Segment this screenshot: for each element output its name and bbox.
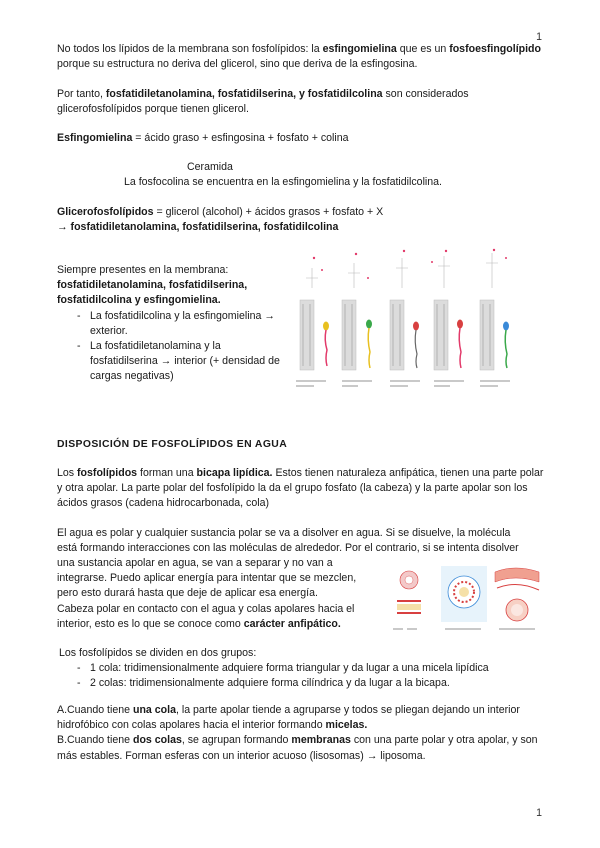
paragraph-agua-apolar: [57, 556, 377, 632]
list-item: - La fosfatidilcolina y la esfingomielina → exterior.: [57, 309, 289, 339]
list-item: - La fosfatidiletanolamina y la fosfatidilserina → interior (+ densidad de cargas negativas): [57, 339, 289, 385]
bold-term: esfingomielina: [322, 43, 397, 55]
text: El agua es polar y cualquier sustancia polar se va a disolver en agua. Si se disuelve, la molécula: [57, 527, 511, 539]
bold-term: micelas.: [325, 719, 368, 732]
page-number-top: 1: [536, 31, 542, 43]
bold-term: fosfatidiletanolamina, fosfatidilserina, fosfatidilcolina: [70, 221, 339, 234]
list-item: - 1 cola: tridimensionalmente adquiere forma triangular y da lugar a una micela lipídica: [57, 661, 545, 676]
text: Estos tienen naturaleza anfipática, tienen una parte polar y otra apolar. La parte polar del fosfolípido la da el grupo fosfato (la cabeza) y la parte apolar son los ácidos grasos (cadena hidrocarbonada, cola): [57, 467, 544, 510]
ceramida-label: Ceramida: [187, 161, 233, 173]
text: Siempre presentes en la membrana:: [57, 264, 229, 276]
bold-term: carácter anfipático.: [243, 617, 341, 630]
text: forman una: [137, 467, 197, 479]
phospholipid-structures-figure: [292, 248, 542, 398]
section-heading: DISPOSICIÓN DE FOSFOLÍPIDOS EN AGUA: [57, 439, 288, 450]
text: No todos los lípidos de la membrana son fosfolípidos: la: [57, 43, 323, 55]
text: = glicerol (alcohol) + ácidos grasos + fosfato + X: [153, 206, 384, 218]
text: una sustancia apolar en agua, se van a separar y no van a integrarse. Puedo aplicar energía para intentar que se mezclen, pero esto durará hasta que deje de aplicar esa energía.: [57, 557, 357, 600]
bold-term: fosfoesfingolípido: [449, 43, 541, 55]
lipid-aggregates-figure: [389, 560, 545, 638]
bold-term: Esfingomielina: [57, 132, 133, 144]
lipid-aggregates-svg: [389, 560, 545, 638]
paragraph-membranas: [57, 733, 545, 763]
text: Los fosfolípidos se dividen en dos grupos:: [59, 647, 257, 659]
text: está formando interacciones con las moléculas de alrededor. Por el contrario, si se intenta disolver: [57, 542, 519, 555]
paragraph-bicapa: [57, 466, 545, 512]
text: son considerados glicerofosfolípidos porque tienen glicerol.: [57, 88, 469, 116]
arrow: →: [57, 221, 71, 234]
text: Cabeza polar en contacto con el agua y colas apolares hacia el interior, esto es lo que se conoce como: [57, 602, 355, 630]
text: que es un: [396, 43, 450, 55]
text: con una parte polar y otra apolar, y son más estables. Forman esferas con un interior acuoso (lisosomas) → liposoma.: [57, 734, 538, 762]
bold-term: fosfatidiletanolamina, fosfatidilserina,: [57, 279, 248, 292]
bold-term: dos colas: [132, 734, 182, 747]
grupos-block: [57, 646, 545, 692]
text: porque su estructura no deriva del glicerol, sino que deriva de la esfingosina.: [57, 58, 418, 71]
page-number-bottom: 1: [536, 807, 542, 819]
phospholipid-structures-svg: [292, 248, 542, 398]
paragraph-micelas: [57, 703, 545, 733]
list-item: - 2 colas: tridimensionalmente adquiere forma cilíndrica y da lugar a la bicapa.: [57, 676, 545, 691]
text: , se agrupan formando: [181, 734, 292, 747]
bold-term: fosfatidilcolina y esfingomielina.: [57, 294, 221, 307]
text: = ácido graso + esfingosina + fosfato + colina: [132, 132, 349, 144]
bold-term: bicapa lipídica.: [196, 467, 273, 479]
paragraph-glicerofosfolipidos-intro: [57, 87, 545, 117]
membrane-lipids-block: [57, 263, 289, 385]
bold-term: membranas: [291, 734, 351, 747]
bold-term: fosfolípidos: [77, 467, 138, 479]
text: Los: [57, 467, 78, 479]
text: , la parte apolar tiende a agruparse y todos se pliegan dejando un interior hidrofóbico con colas apolares hacia el interior formando: [57, 704, 520, 732]
paragraph-esfingomielina: [57, 42, 545, 72]
text: Por tanto,: [57, 88, 106, 100]
bold-term: fosfatidiletanolamina, fosfatidilserina, y fosfatidilcolina: [105, 88, 383, 100]
formula-esfingomielina: [57, 131, 545, 146]
bold-term: Glicerofosfolípidos: [57, 206, 154, 218]
bold-term: una cola: [132, 704, 176, 716]
micelas-membranas-block: [57, 703, 545, 764]
fosfocolina-note: La fosfocolina se encuentra en la esfingomielina y la fosfatidilcolina.: [124, 176, 443, 188]
text: B.Cuando tiene: [57, 734, 133, 747]
paragraph-agua-polar: [57, 526, 545, 556]
formula-glicerofosfolipidos: [57, 205, 545, 235]
text: A.Cuando tiene: [57, 704, 133, 716]
